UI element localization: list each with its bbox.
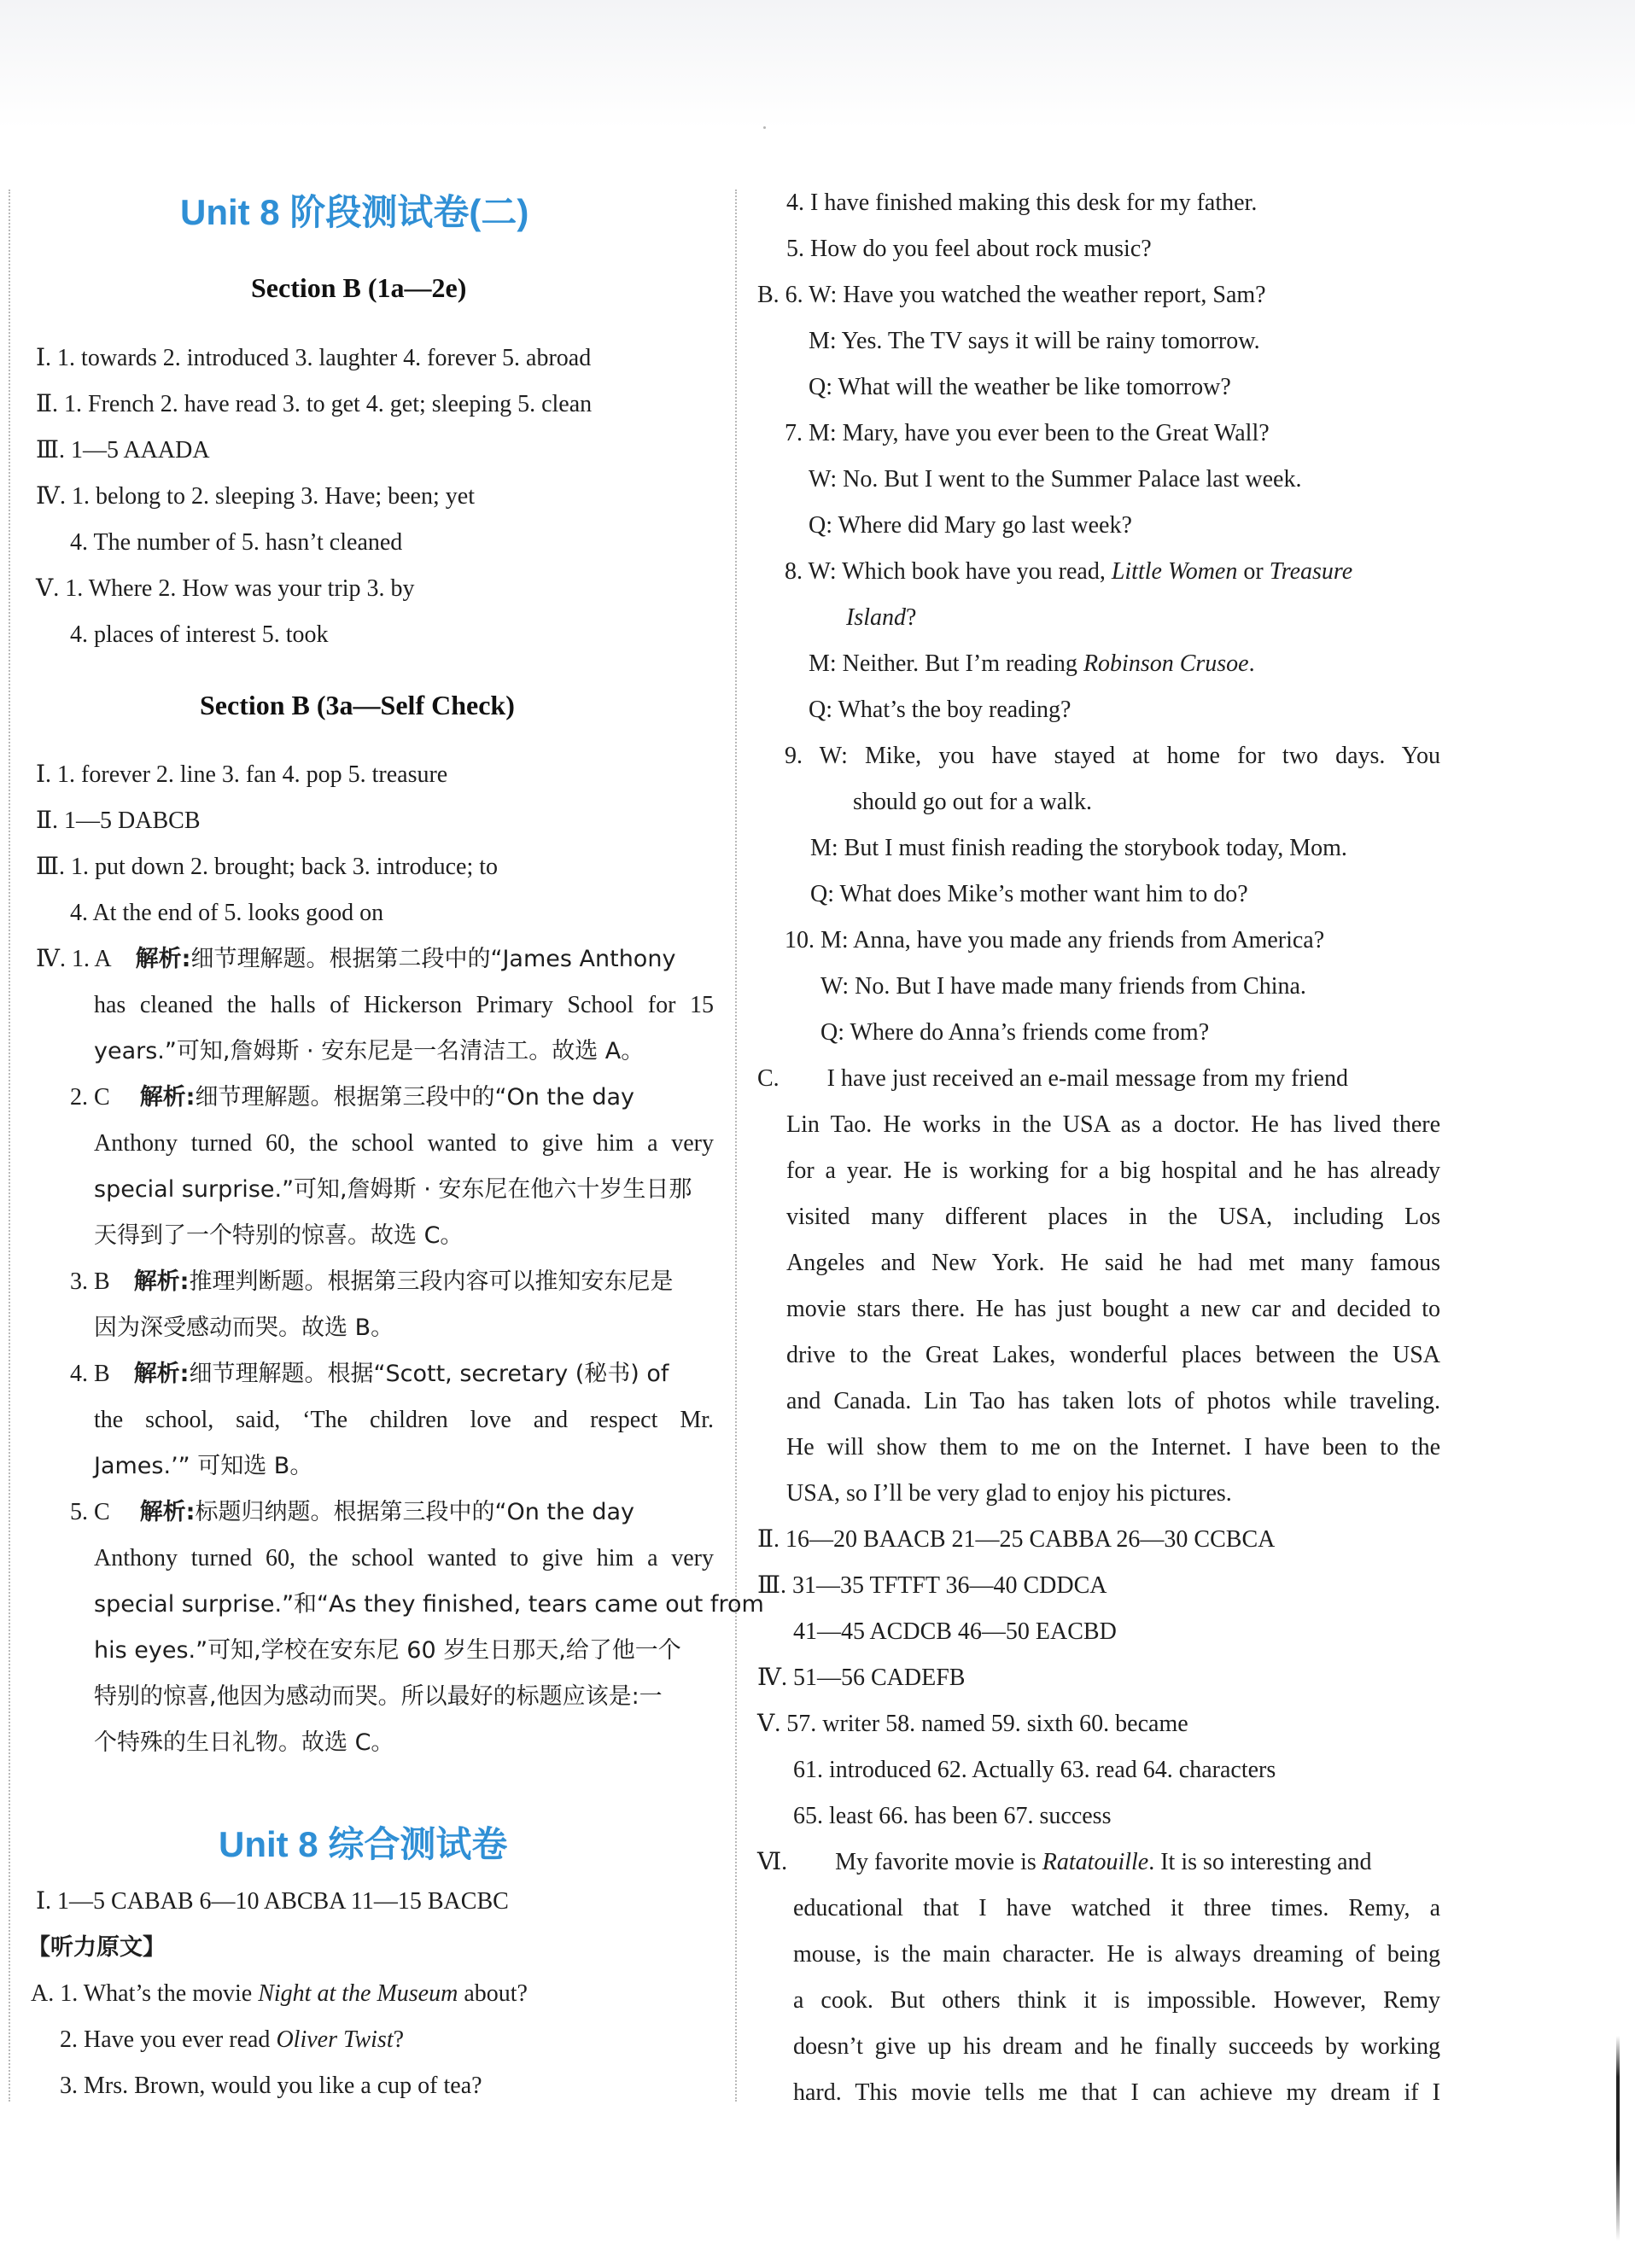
answer-line: Ⅴ. 57. writer 58. named 59. sixth 60. became	[757, 1711, 1188, 1737]
answer-line: 4. At the end of 5. looks good on	[70, 900, 384, 926]
explanation-line: 3. B 解析:推理判断题。根据第三段内容可以推知安东尼是	[70, 1268, 674, 1295]
explanation-line: has cleaned the halls of Hickerson Primary School for 15	[94, 992, 714, 1018]
dialogue-line: Q: Where do Anna’s friends come from?	[820, 1019, 1210, 1046]
listening-line: 5. How do you feel about rock music?	[786, 236, 1152, 262]
explanation-line: Ⅳ. 1. A 解析:细节理解题。根据第二段中的“James Anthony	[36, 946, 676, 972]
essay-line: a cook. But others think it is impossible. However, Remy	[793, 1987, 1440, 2014]
explanation-line: 个特殊的生日礼物。故选 C。	[94, 1729, 394, 1756]
unit8-stage-test-title: Unit 8 阶段测试卷(二)	[180, 192, 529, 232]
answer-line: 61. introduced 62. Actually 63. read 64. characters	[793, 1757, 1276, 1783]
passage-line: He will show them to me on the Internet. I have been to the	[786, 1434, 1440, 1460]
answer-line: Ⅲ. 1. put down 2. brought; back 3. introduce; to	[36, 854, 499, 880]
answer-line: 65. least 66. has been 67. success	[793, 1803, 1112, 1829]
explanation-line: James.’” 可知选 B。	[94, 1453, 313, 1479]
answer-line: Ⅰ. 1. forever 2. line 3. fan 4. pop 5. treasure	[36, 761, 448, 788]
passage-line: USA, so I’ll be very glad to enjoy his pictures.	[786, 1480, 1232, 1507]
passage-line: C. I have just received an e-mail message from my friend	[757, 1065, 1348, 1092]
passage-line: visited many different places in the USA, including Los	[786, 1204, 1440, 1230]
essay-line: mouse, is the main character. He is always dreaming of being	[793, 1941, 1440, 1968]
passage-line: movie stars there. He has just bought a new car and decided to	[786, 1296, 1440, 1322]
explanation-line: 5. C 解析:标题归纳题。根据第三段中的“On the day	[70, 1499, 634, 1525]
essay-line: doesn’t give up his dream and he finally succeeds by working	[793, 2033, 1440, 2060]
essay-line: hard. This movie tells me that I can achieve my dream if I	[793, 2079, 1440, 2106]
explanation-line: his eyes.”可知,学校在安东尼 60 岁生日那天,给了他一个	[94, 1637, 681, 1664]
explanation-line: 天得到了一个特别的惊喜。故选 C。	[94, 1222, 464, 1249]
unit8-comprehensive-test-title: Unit 8 综合测试卷	[219, 1824, 508, 1864]
listening-line: 2. Have you ever read Oliver Twist?	[60, 2026, 405, 2053]
dialogue-line: B. 6. W: Have you watched the weather report, Sam?	[757, 282, 1266, 308]
answer-line: Ⅳ. 1. belong to 2. sleeping 3. Have; been; yet	[36, 483, 475, 510]
answer-line: Ⅲ. 31—35 TFTFT 36—40 CDDCA	[757, 1572, 1107, 1599]
listening-line: A. 1. What’s the movie Night at the Museum about?	[31, 1980, 528, 2007]
explanation-line: Anthony turned 60, the school wanted to give him a very	[94, 1545, 714, 1571]
explanation-line: 因为深受感动而哭。故选 B。	[94, 1315, 394, 1341]
passage-line: Lin Tao. He works in the USA as a doctor. He has lived there	[786, 1111, 1440, 1138]
answer-line: 4. The number of 5. hasn’t cleaned	[70, 529, 403, 556]
column-divider	[735, 189, 737, 2102]
listening-line: 4. I have finished making this desk for my father.	[786, 189, 1258, 216]
explanation-line: special surprise.”可知,詹姆斯 · 安东尼在他六十岁生日那	[94, 1176, 692, 1203]
passage-line: drive to the Great Lakes, wonderful places between the USA	[786, 1342, 1440, 1368]
dialogue-line: Q: What will the weather be like tomorrow?	[809, 374, 1231, 400]
listening-line: 3. Mrs. Brown, would you like a cup of tea?	[60, 2073, 482, 2099]
answer-line: Ⅳ. 51—56 CADEFB	[757, 1665, 966, 1691]
dialogue-line: W: No. But I have made many friends from China.	[820, 973, 1306, 1000]
explanation-line: the school, said, ‘The children love and respect Mr.	[94, 1407, 714, 1433]
section-heading-3a-self-check: Section B (3a—Self Check)	[200, 690, 515, 720]
page-speck	[763, 126, 766, 129]
dialogue-line: M: But I must finish reading the storybook today, Mom.	[810, 835, 1347, 861]
dialogue-line: Island?	[846, 604, 917, 631]
binding-mark	[1616, 2036, 1620, 2241]
explanation-line: 2. C 解析:细节理解题。根据第三段中的“On the day	[70, 1084, 634, 1111]
dialogue-line: M: Yes. The TV says it will be rainy tomorrow.	[809, 328, 1260, 354]
explanation-line: special surprise.”和“As they finished, tears came out from	[94, 1591, 764, 1618]
listening-script-label: 【听力原文】	[27, 1934, 166, 1961]
answer-line: Ⅰ. 1. towards 2. introduced 3. laughter 4. forever 5. abroad	[36, 345, 592, 371]
top-shade	[0, 0, 1635, 128]
essay-line: Ⅵ. My favorite movie is Ratatouille. It is so interesting and	[757, 1849, 1372, 1875]
explanation-line: years.”可知,詹姆斯 · 安东尼是一名清洁工。故选 A。	[94, 1038, 645, 1064]
dialogue-line: Q: Where did Mary go last week?	[809, 512, 1132, 539]
answer-line: Ⅰ. 1—5 CABAB 6—10 ABCBA 11—15 BACBC	[36, 1888, 509, 1915]
dialogue-line: 10. M: Anna, have you made any friends from America?	[785, 927, 1325, 953]
explanation-line: 特别的惊喜,他因为感动而哭。所以最好的标题应该是:一	[94, 1683, 663, 1710]
explanation-line: Anthony turned 60, the school wanted to give him a very	[94, 1130, 714, 1157]
dialogue-line: Q: What does Mike’s mother want him to do?	[810, 881, 1248, 907]
essay-line: educational that I have watched it three times. Remy, a	[793, 1895, 1440, 1921]
dialogue-line: should go out for a walk.	[853, 789, 1092, 815]
passage-line: and Canada. Lin Tao has taken lots of photos while traveling.	[786, 1388, 1440, 1414]
answer-line: 4. places of interest 5. took	[70, 621, 329, 648]
dialogue-line: Q: What’s the boy reading?	[809, 697, 1072, 723]
explanation-label: 解析:	[135, 946, 191, 972]
section-heading-1a-2e: Section B (1a—2e)	[251, 272, 467, 303]
dialogue-line: 9. W: Mike, you have stayed at home for two days. You	[785, 743, 1440, 769]
answer-line: Ⅱ. 1—5 DABCB	[36, 808, 201, 834]
dialogue-line: W: No. But I went to the Summer Palace last week.	[809, 466, 1302, 493]
dialogue-line: M: Neither. But I’m reading Robinson Crusoe.	[809, 650, 1255, 677]
answer-line: Ⅴ. 1. Where 2. How was your trip 3. by	[36, 575, 415, 602]
dialogue-line: 7. M: Mary, have you ever been to the Great Wall?	[785, 420, 1270, 446]
dialogue-line: 8. W: Which book have you read, Little Women or Treasure	[785, 558, 1353, 585]
explanation-line: 4. B 解析:细节理解题。根据“Scott, secretary (秘书) of	[70, 1361, 669, 1387]
left-margin-rule	[9, 189, 10, 2102]
passage-line: for a year. He is working for a big hospital and he has already	[786, 1157, 1440, 1184]
answer-line: Ⅱ. 16—20 BAACB 21—25 CABBA 26—30 CCBCA	[757, 1526, 1276, 1553]
answer-line: 41—45 ACDCB 46—50 EACBD	[793, 1618, 1117, 1645]
answer-line: Ⅲ. 1—5 AAADA	[36, 437, 210, 464]
answer-line: Ⅱ. 1. French 2. have read 3. to get 4. get; sleeping 5. clean	[36, 391, 593, 417]
passage-line: Angeles and New York. He said he had met many famous	[786, 1250, 1440, 1276]
